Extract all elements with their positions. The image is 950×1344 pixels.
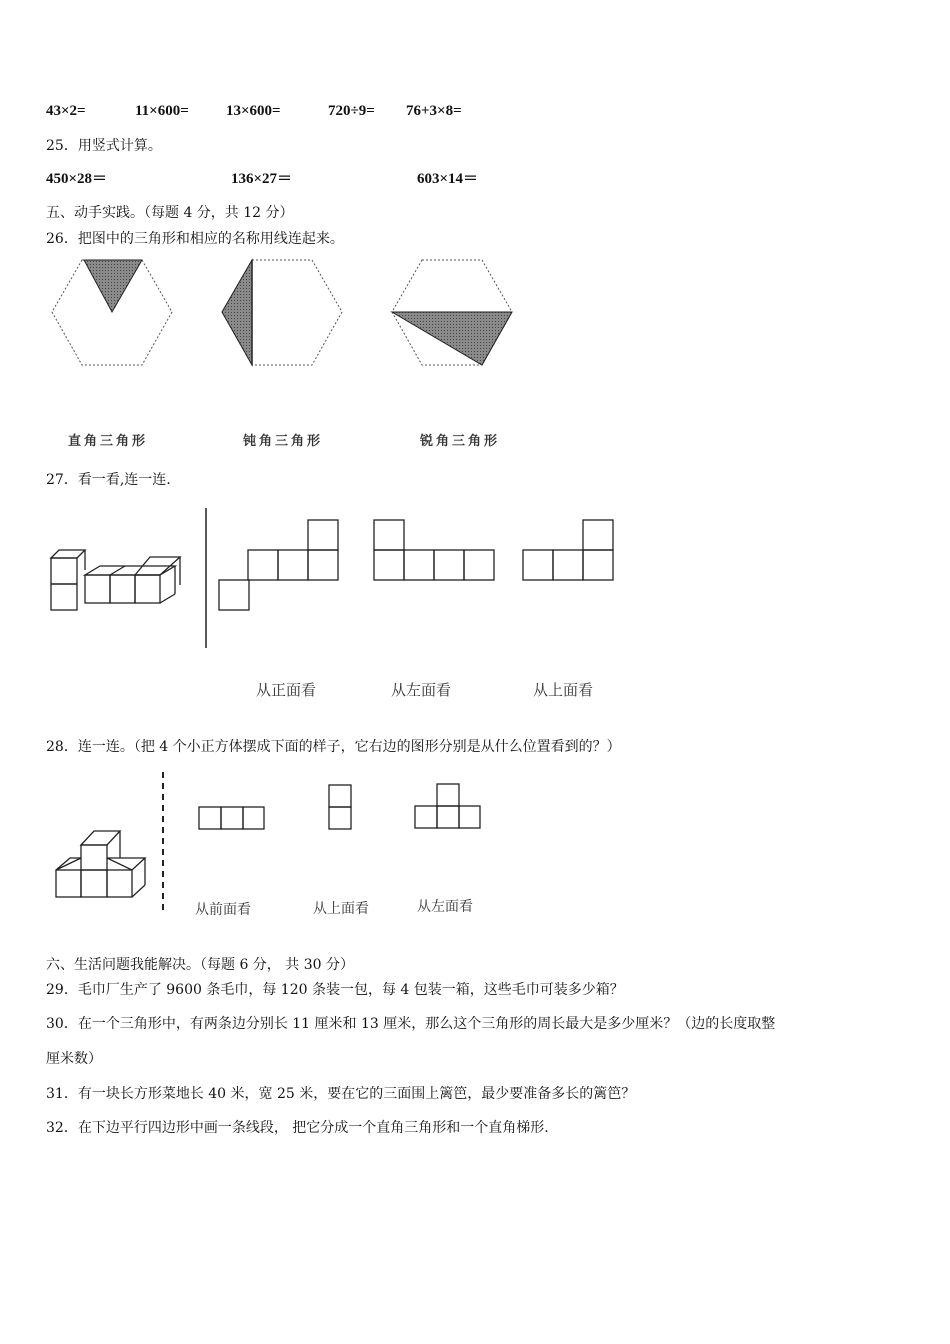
q25-item-2: 136×27＝ <box>231 171 293 187</box>
q31: 31．有一块长方形菜地长 40 米，宽 25 米，要在它的三面围上篱笆，最少要准备多长的篱笆？ <box>46 1086 636 1102</box>
q25-item-3: 603×14＝ <box>417 171 479 187</box>
view-grid-top <box>329 785 351 829</box>
label-obtuse-triangle: 钝角三角形 <box>243 434 324 449</box>
cube-stack-drawing <box>51 550 180 610</box>
view-grid-3 <box>523 520 613 580</box>
label-front-view: 从正面看 <box>256 681 317 699</box>
view-grid-1 <box>219 520 338 610</box>
q30-line1: 30．在一个三角形中，有两条边分别长 11 厘米和 13 厘米，那么这个三角形的周长最大是多少厘米？（边的长度取整 <box>46 1016 776 1032</box>
section5-heading: 五、动手实践。（每题 4 分，共 12 分） <box>46 205 294 221</box>
q25-title: 25．用竖式计算。 <box>46 138 162 154</box>
hexagon-obtuse <box>392 260 512 365</box>
hexagon-right-left <box>222 260 342 365</box>
q25-item-1: 450×28＝ <box>46 171 108 187</box>
label-top: 从上面看 <box>313 901 369 917</box>
label-left-view: 从左面看 <box>391 681 452 699</box>
q27-title: 27．看一看,连一连. <box>46 472 171 488</box>
view-grid-left <box>415 784 480 828</box>
label-top-view: 从上面看 <box>533 681 594 699</box>
oral-calc-2: 11×600= <box>135 103 189 119</box>
oral-calc-4: 720÷9= <box>328 103 375 119</box>
label-left: 从左面看 <box>417 899 473 915</box>
label-front: 从前面看 <box>195 902 251 918</box>
label-right-triangle: 直角三角形 <box>68 434 149 449</box>
q29: 29．毛巾厂生产了 9600 条毛巾，每 120 条装一包，每 4 包装一箱，这些毛巾可装多少箱？ <box>46 982 624 998</box>
view-grid-front <box>199 807 264 829</box>
oral-calc-3: 13×600= <box>226 103 281 119</box>
four-cube-drawing <box>56 831 145 897</box>
q28-title: 28．连一连。（把 4 个小正方体摆成下面的样子，它右边的图形分别是从什么位置看到的？） <box>46 739 621 755</box>
q26-title: 26．把图中的三角形和相应的名称用线连起来。 <box>46 231 344 247</box>
oral-calc-1: 43×2= <box>46 103 86 119</box>
hexagon-acute-top <box>52 260 172 365</box>
q32: 32．在下边平行四边形中画一条线段， 把它分成一个直角三角形和一个直角梯形. <box>46 1120 549 1136</box>
section6-heading: 六、生活问题我能解决。（每题 6 分， 共 30 分） <box>46 957 354 973</box>
view-grid-2 <box>374 520 494 580</box>
label-acute-triangle: 锐角三角形 <box>420 434 501 449</box>
oral-calc-5: 76+3×8= <box>406 103 462 119</box>
q30-line2: 厘米数） <box>46 1051 102 1067</box>
